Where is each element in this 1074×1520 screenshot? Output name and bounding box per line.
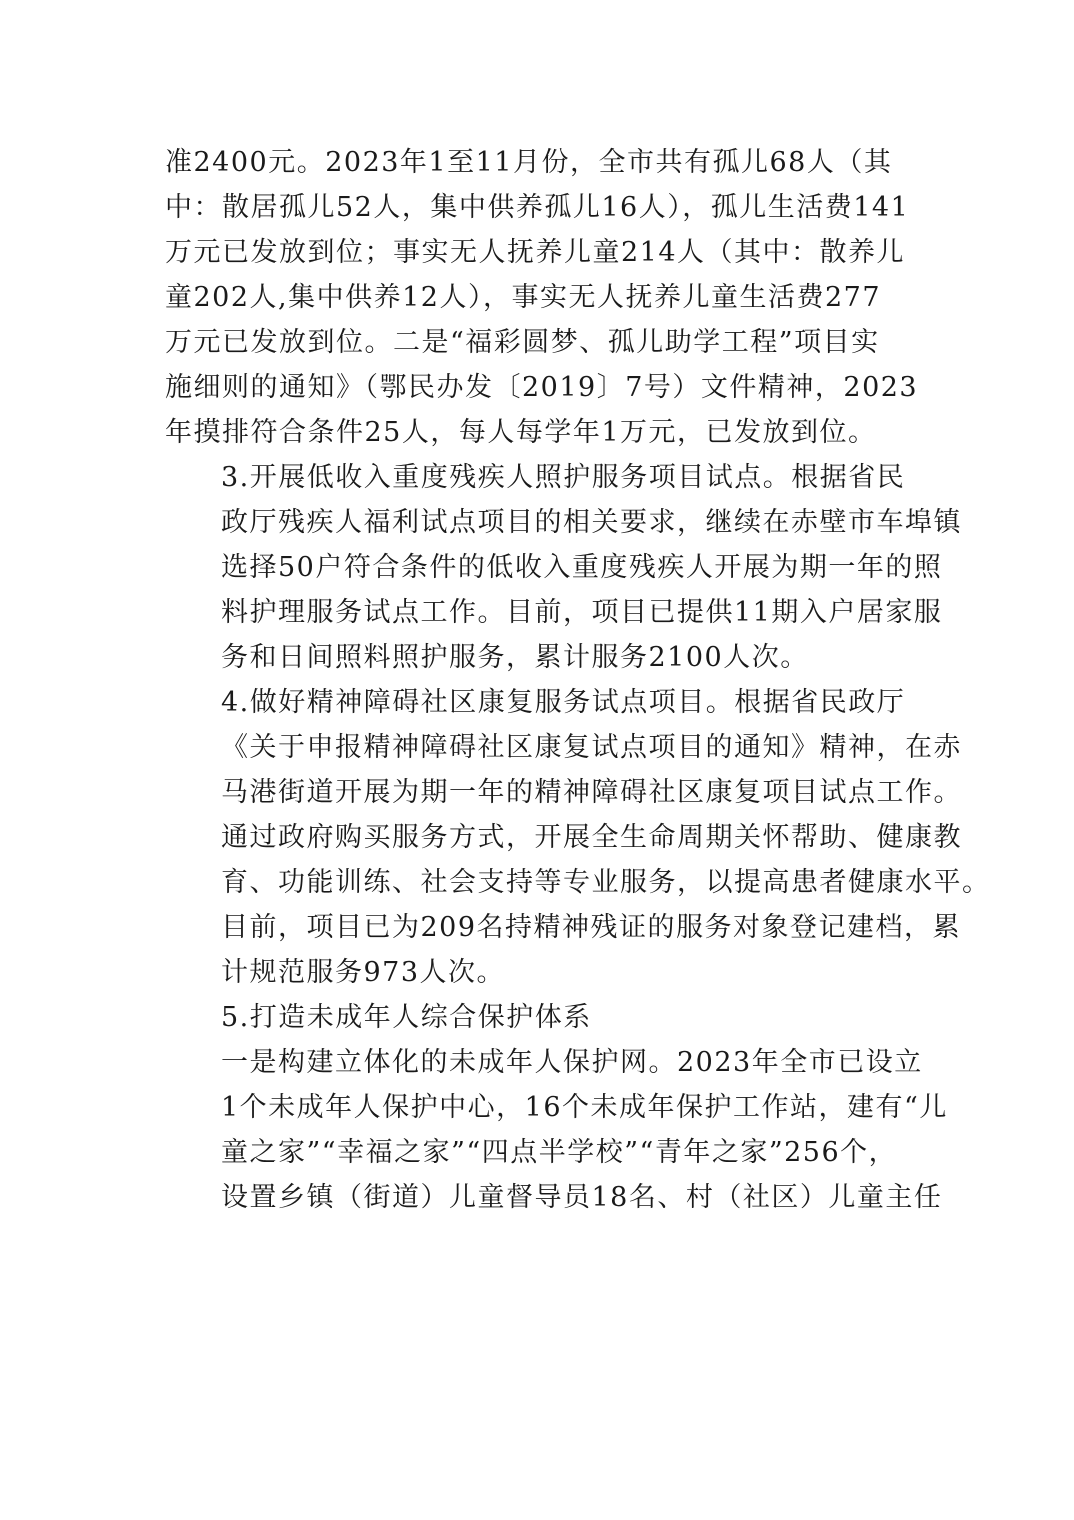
text-line: 万元已发放到位。二是“福彩圆梦、孤儿助学工程”项目实: [165, 327, 880, 358]
paragraph-p5: [165, 1040, 948, 1220]
text-line: 《关于申报精神障碍社区康复试点项目的通知》精神，在赤: [221, 732, 962, 763]
text-line: 3.开展低收入重度残疾人照护服务项目试点。根据省民: [221, 462, 906, 493]
text-line: 料护理服务试点工作。目前，项目已提供11期入户居家服: [221, 597, 943, 628]
text-line: 设置乡镇（街道）儿童督导员18名、村（社区）儿童主任: [221, 1182, 943, 1213]
text-line: 施细则的通知》（鄂民办发〔2019〕7号）文件精神，2023: [165, 372, 919, 403]
text-line: 准2400元。2023年1至11月份，全市共有孤儿68人（其: [165, 147, 893, 178]
text-line: 一是构建立体化的未成年人保护网。2023年全市已设立: [221, 1047, 923, 1078]
text-line: 目前，项目已为209名持精神残证的服务对象登记建档，累: [221, 912, 962, 943]
text-line: 1个未成年人保护中心，16个未成年保护工作站，建有“儿: [221, 1092, 948, 1123]
text-line: 通过政府购买服务方式，开展全生命周期关怀帮助、健康教: [221, 822, 962, 853]
body-text: [165, 140, 991, 1220]
text-line: 育、功能训练、社会支持等专业服务，以提高患者健康水平。: [221, 867, 991, 898]
text-line: 童之家”“幸福之家”“四点半学校”“青年之家”256个，: [221, 1137, 898, 1168]
text-line: 马港街道开展为期一年的精神障碍社区康复项目试点工作。: [221, 777, 962, 808]
text-line: 务和日间照料照护服务，累计服务2100人次。: [221, 642, 809, 673]
text-line: 万元已发放到位；事实无人抚养儿童214人（其中：散养儿: [165, 237, 906, 268]
text-line: 童202人,集中供养12人），事实无人抚养儿童生活费277: [165, 282, 882, 313]
text-line: 政厅残疾人福利试点项目的相关要求，继续在赤壁市车埠镇: [221, 507, 962, 538]
text-line: 年摸排符合条件25人，每人每学年1万元，已发放到位。: [165, 417, 877, 448]
paragraph-p4: [165, 995, 913, 1040]
text-line: 5.打造未成年人综合保护体系: [221, 1002, 592, 1033]
text-line: 计规范服务973人次。: [221, 957, 506, 988]
text-line: 中：散居孤儿52人，集中供养孤儿16人），孤儿生活费141: [165, 192, 910, 223]
text-line: 4.做好精神障碍社区康复服务试点项目。根据省民政厅: [221, 687, 906, 718]
paragraph-p1: [165, 140, 919, 455]
paragraph-p2: [165, 455, 962, 680]
paragraph-p3: [165, 680, 991, 995]
text-line: 选择50户符合条件的低收入重度残疾人开展为期一年的照: [221, 552, 943, 583]
